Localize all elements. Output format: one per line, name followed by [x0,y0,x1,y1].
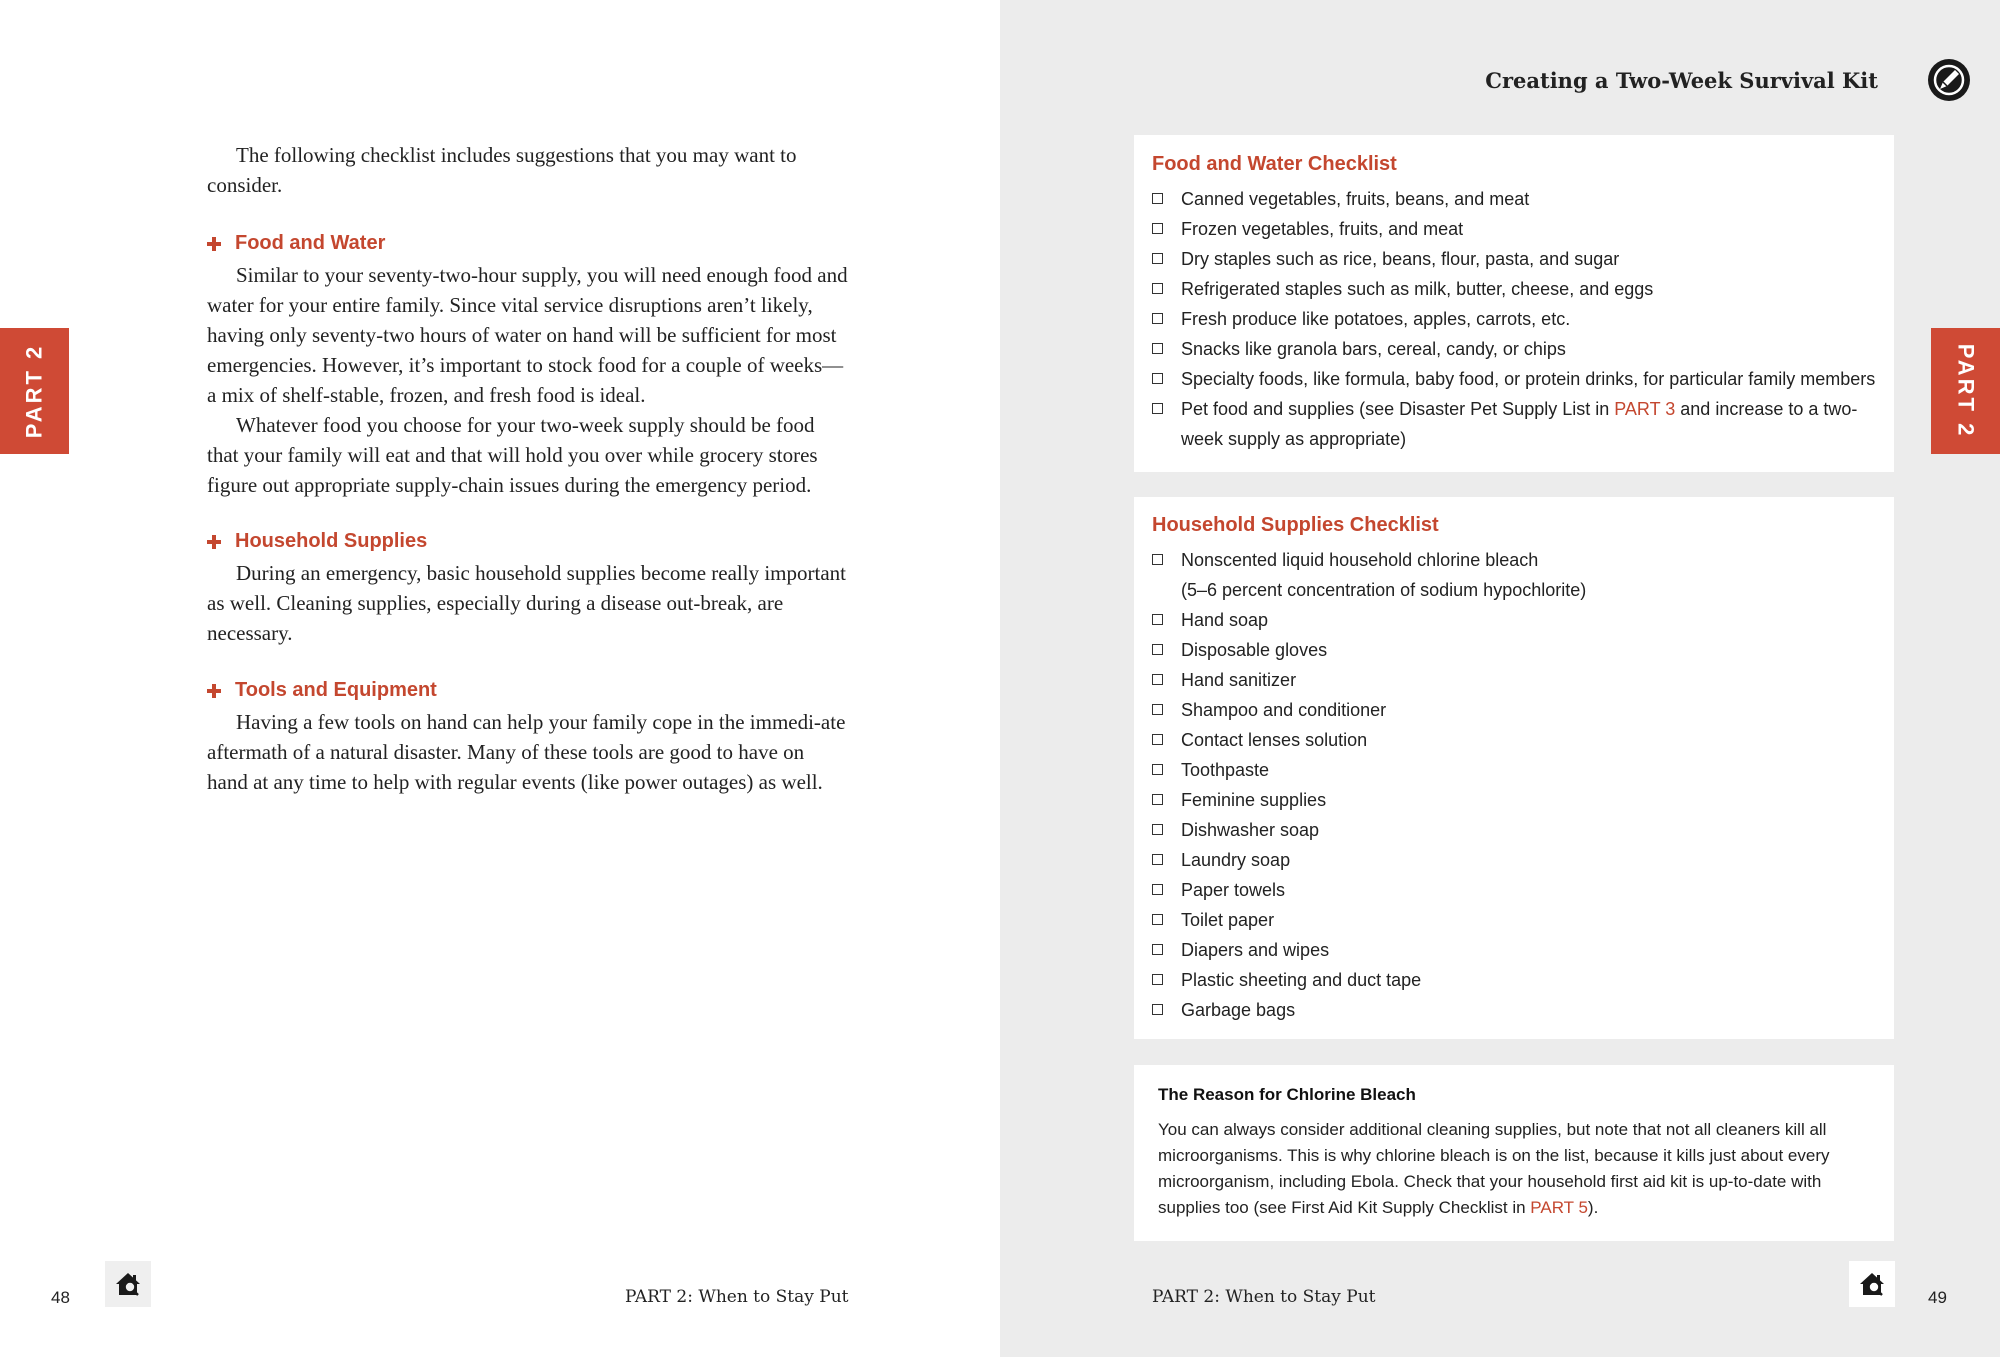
checklist-item[interactable]: Diapers and wipes [1152,935,1876,965]
part-3-link[interactable]: PART 3 [1614,399,1676,419]
section-body-household [207,558,849,648]
paragraph: During an emergency, basic household supplies become really important as well. Cleaning supplies, especially during a disease out-break, are necessary. [207,561,846,645]
home-search-icon [1849,1261,1895,1307]
footer-title-left: PART 2: When to Stay Put [625,1287,849,1307]
food-water-checklist-box [1134,135,1894,472]
checklist-item[interactable]: Dishwasher soap [1152,815,1876,845]
note-title: The Reason for Chlorine Bleach [1158,1085,1416,1104]
note-body: You can always consider additional cleaning supplies, but note that not all cleaners kill all microorganisms. This is why chlorine bleach is on the list, because it kills just about every microorganism, including Ebola. Check that your household first aid kit is up-to-date with supplies too (see First Aid Kit Supply Checklist in PART 5). [1158,1120,1830,1217]
checklist-item[interactable]: Shampoo and conditioner [1152,695,1876,725]
plus-icon [207,237,221,251]
section-heading-food-water: Food and Water [207,232,385,255]
checklist-item-bleach[interactable]: Nonscented liquid household chlorine bleach (5–6 percent concentration of sodium hypochlorite) [1152,545,1876,605]
checklist-title: Food and Water Checklist [1152,153,1397,175]
chlorine-bleach-note-box [1134,1065,1894,1241]
checklist-item[interactable]: Refrigerated staples such as milk, butter, cheese, and eggs [1152,274,1876,304]
checklist-item[interactable]: Specialty foods, like formula, baby food, or protein drinks, for particular family members [1152,364,1876,394]
checklist-item[interactable]: Plastic sheeting and duct tape [1152,965,1876,995]
checklist-item[interactable]: Garbage bags [1152,995,1876,1025]
checklist-title: Household Supplies Checklist [1152,514,1439,536]
page-number-right: 49 [1928,1288,1947,1307]
intro-paragraph: The following checklist includes suggestions that you may want to consider. [207,143,797,197]
paragraph: Similar to your seventy-two-hour supply, you will need enough food and water for your entire family. Since vital service disruptions aren’t likely, having only seventy-two hours of water on hand will be sufficient for most emergencies. However, it’s important to stock food for a couple of weeks—a mix of shelf-stable, frozen, and fresh food is ideal. [207,263,848,407]
checklist-item[interactable]: Frozen vegetables, fruits, and meat [1152,214,1876,244]
page-header-title: Creating a Two-Week Survival Kit [1485,68,1878,93]
household-checklist [1152,545,1876,1025]
footer-title-right: PART 2: When to Stay Put [1152,1287,1376,1307]
home-search-icon [105,1261,151,1307]
part-tab-label: PART 2 [21,343,47,439]
checklist-item[interactable]: Feminine supplies [1152,785,1876,815]
checklist-item[interactable]: Fresh produce like potatoes, apples, carrots, etc. [1152,304,1876,334]
checklist-item-pet[interactable]: Pet food and supplies (see Disaster Pet Supply List in PART 3 and increase to a two-week supply as appropriate) [1152,394,1876,454]
part-tab-label: PART 2 [1953,343,1979,439]
part-tab-left [0,328,69,454]
food-checklist [1152,184,1876,454]
section-heading-tools: Tools and Equipment [207,679,437,702]
section-body-food-water [207,260,849,500]
checklist-item[interactable]: Disposable gloves [1152,635,1876,665]
checklist-item[interactable]: Canned vegetables, fruits, beans, and meat [1152,184,1876,214]
plus-icon [207,535,221,549]
checklist-item[interactable]: Hand sanitizer [1152,665,1876,695]
checklist-item[interactable]: Toilet paper [1152,905,1876,935]
part-5-link[interactable]: PART 5 [1530,1198,1588,1217]
checklist-item[interactable]: Snacks like granola bars, cereal, candy, or chips [1152,334,1876,364]
checklist-item[interactable]: Contact lenses solution [1152,725,1876,755]
paragraph: Whatever food you choose for your two-week supply should be food that your family will eat and that will hold you over while grocery stores figure out appropriate supply-chain issues during the emergency period. [207,413,818,497]
plus-icon [207,684,221,698]
page-number-left: 48 [51,1288,70,1307]
checklist-item[interactable]: Dry staples such as rice, beans, flour, pasta, and sugar [1152,244,1876,274]
checklist-item[interactable]: Toothpaste [1152,755,1876,785]
section-body-tools [207,707,849,797]
compass-pencil-icon [1927,58,1971,102]
checklist-item[interactable]: Paper towels [1152,875,1876,905]
checklist-item[interactable]: Hand soap [1152,605,1876,635]
part-tab-right [1931,328,2000,454]
checklist-item[interactable]: Laundry soap [1152,845,1876,875]
paragraph: Having a few tools on hand can help your family cope in the immedi-ate aftermath of a natural disaster. Many of these tools are good to have on hand at any time to help with regular events (like power outages) as well. [207,710,846,794]
household-supplies-checklist-box [1134,497,1894,1039]
section-heading-household: Household Supplies [207,530,427,553]
